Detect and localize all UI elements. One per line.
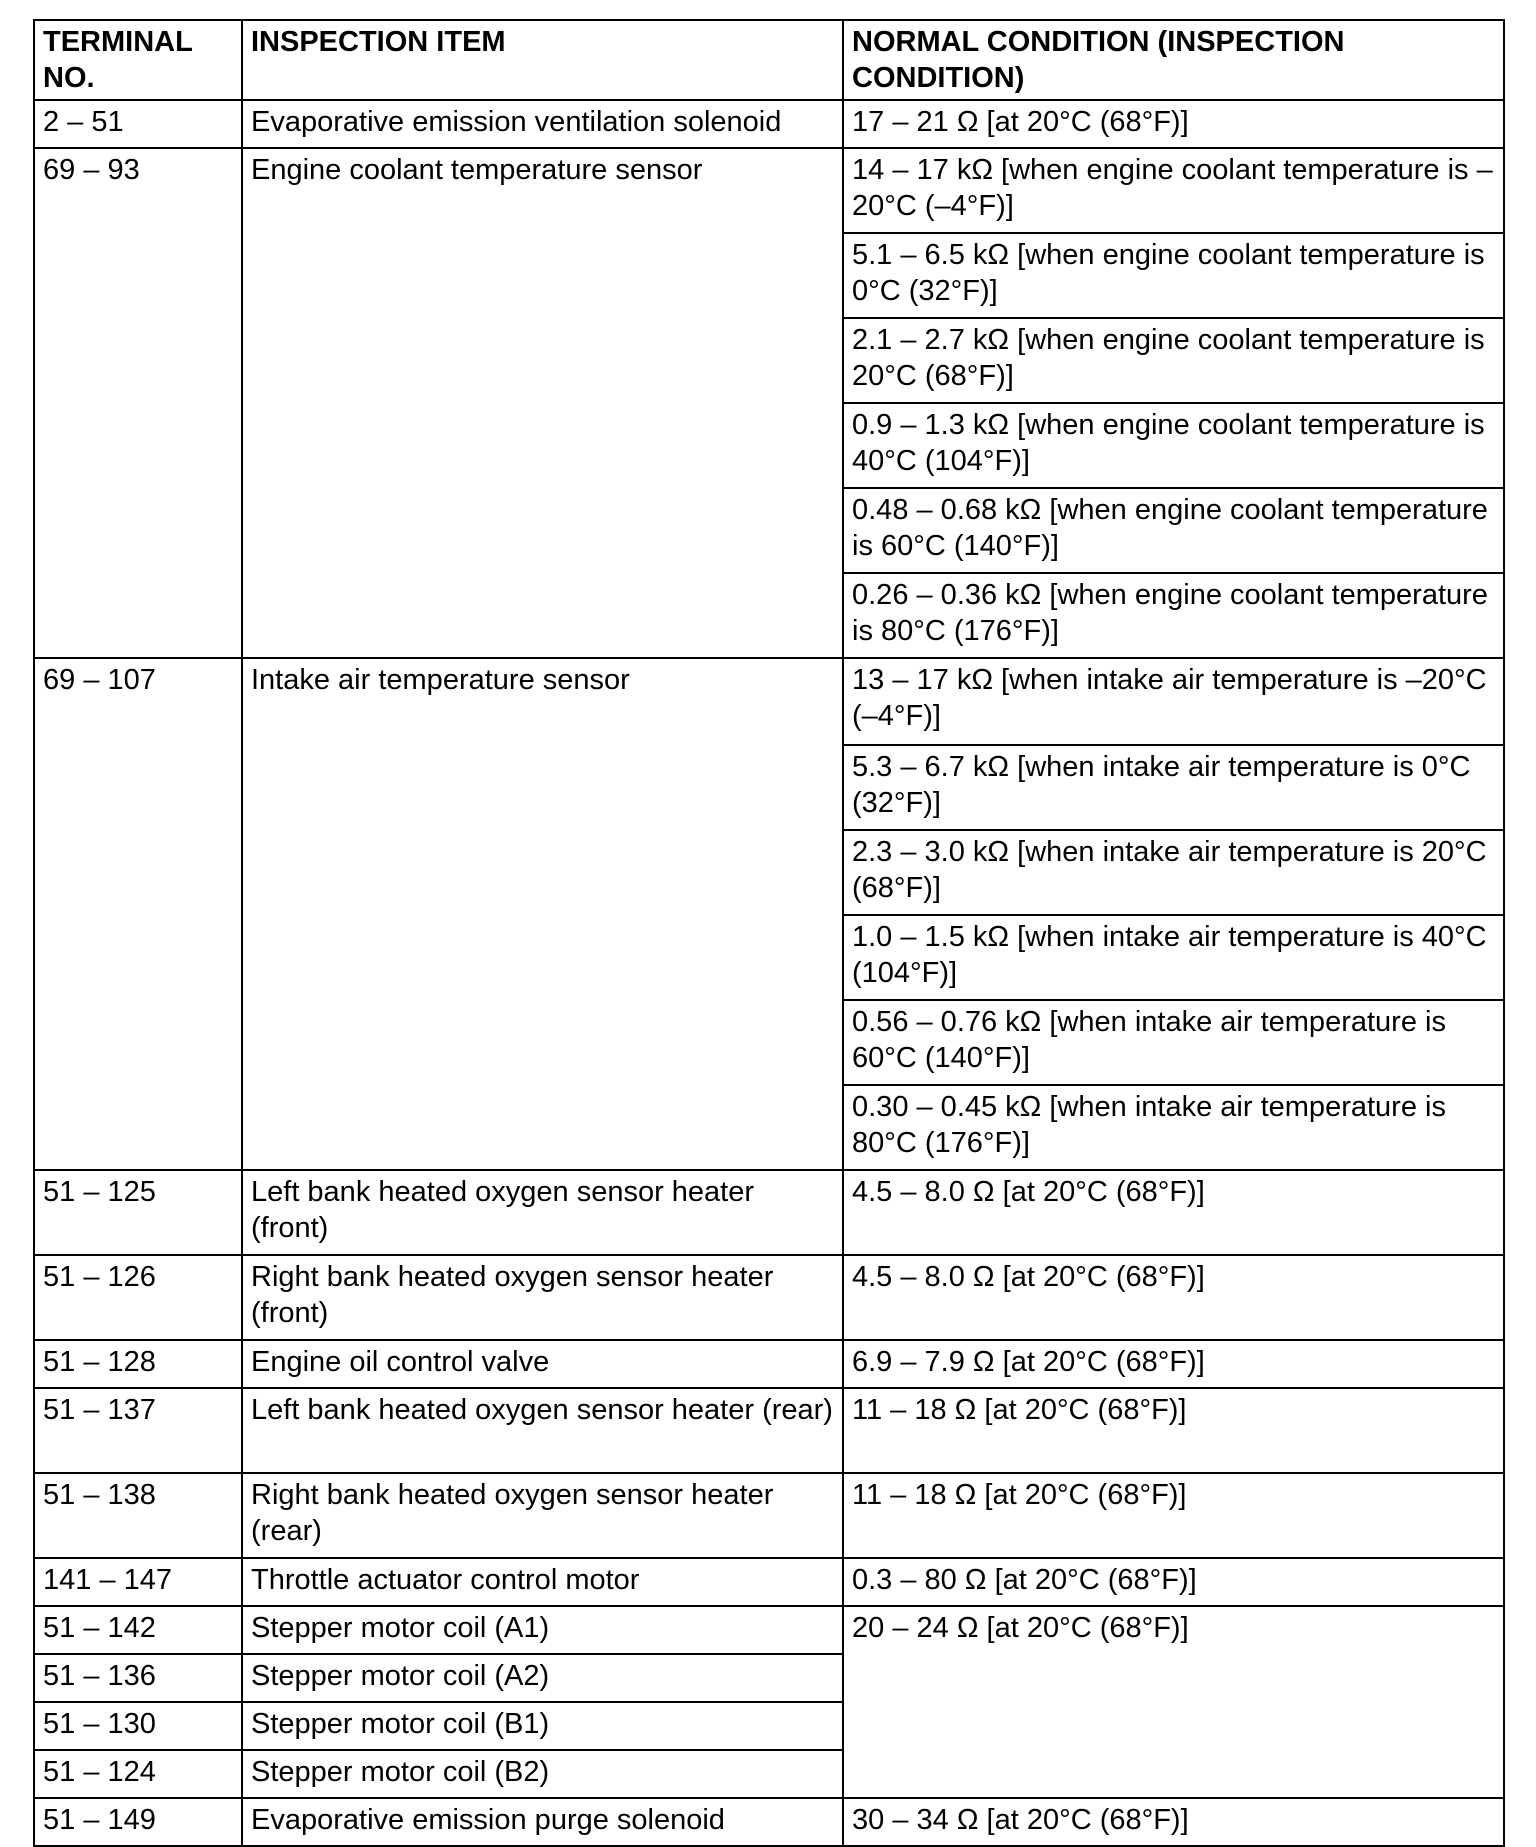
- condition-cell: 5.1 – 6.5 kΩ [when engine coolant temperature is 0°C (32°F)]: [843, 233, 1504, 318]
- terminal-cell: 51 – 137: [34, 1388, 242, 1473]
- condition-cell: 1.0 – 1.5 kΩ [when intake air temperature is 40°C (104°F)]: [843, 915, 1504, 1000]
- terminal-cell: 51 – 124: [34, 1750, 242, 1798]
- condition-cell: 11 – 18 Ω [at 20°C (68°F)]: [843, 1473, 1504, 1558]
- terminal-cell: 2 – 51: [34, 100, 242, 148]
- item-cell: Left bank heated oxygen sensor heater (front): [242, 1170, 843, 1255]
- item-cell: Right bank heated oxygen sensor heater (rear): [242, 1473, 843, 1558]
- terminal-cell: 51 – 138: [34, 1473, 242, 1558]
- condition-cell: 30 – 34 Ω [at 20°C (68°F)]: [843, 1798, 1504, 1846]
- terminal-cell: 69 – 93: [34, 148, 242, 658]
- terminal-cell: 51 – 136: [34, 1654, 242, 1702]
- terminal-cell: 51 – 142: [34, 1606, 242, 1654]
- terminal-cell: 51 – 126: [34, 1255, 242, 1340]
- condition-cell: 0.48 – 0.68 kΩ [when engine coolant temperature is 60°C (140°F)]: [843, 488, 1504, 573]
- condition-cell: 0.30 – 0.45 kΩ [when intake air temperature is 80°C (176°F)]: [843, 1085, 1504, 1170]
- item-cell: Left bank heated oxygen sensor heater (rear): [242, 1388, 843, 1473]
- condition-cell: 0.3 – 80 Ω [at 20°C (68°F)]: [843, 1558, 1504, 1606]
- table-row: [34, 1606, 1504, 1654]
- item-cell: Evaporative emission purge solenoid: [242, 1798, 843, 1846]
- terminal-cell: 51 – 128: [34, 1340, 242, 1388]
- terminal-cell: 51 – 149: [34, 1798, 242, 1846]
- header-terminal-no: TERMINAL NO.: [34, 20, 242, 100]
- condition-cell: 4.5 – 8.0 Ω [at 20°C (68°F)]: [843, 1255, 1504, 1340]
- item-cell: Intake air temperature sensor: [242, 658, 843, 1170]
- condition-cell: 20 – 24 Ω [at 20°C (68°F)]: [843, 1606, 1504, 1798]
- table-row: [34, 1170, 1504, 1255]
- item-cell: Evaporative emission ventilation solenoid: [242, 100, 843, 148]
- header-inspection-item: INSPECTION ITEM: [242, 20, 843, 100]
- condition-cell: 17 – 21 Ω [at 20°C (68°F)]: [843, 100, 1504, 148]
- table-row: [34, 1340, 1504, 1388]
- terminal-cell: 51 – 130: [34, 1702, 242, 1750]
- header-row: [34, 20, 1504, 100]
- item-cell: Engine oil control valve: [242, 1340, 843, 1388]
- item-cell: Stepper motor coil (B2): [242, 1750, 843, 1798]
- table-row: [34, 1473, 1504, 1558]
- table-row: [34, 658, 1504, 745]
- item-cell: Stepper motor coil (A1): [242, 1606, 843, 1654]
- table-body: [34, 100, 1504, 1846]
- condition-cell: 0.26 – 0.36 kΩ [when engine coolant temperature is 80°C (176°F)]: [843, 573, 1504, 658]
- condition-cell: 14 – 17 kΩ [when engine coolant temperature is –20°C (–4°F)]: [843, 148, 1504, 233]
- condition-cell: 2.1 – 2.7 kΩ [when engine coolant temperature is 20°C (68°F)]: [843, 318, 1504, 403]
- item-cell: Stepper motor coil (B1): [242, 1702, 843, 1750]
- table-row: [34, 148, 1504, 233]
- table-row: [34, 1798, 1504, 1846]
- table-header: [34, 20, 1504, 100]
- inspection-table: [33, 19, 1505, 1847]
- condition-cell: 0.56 – 0.76 kΩ [when intake air temperature is 60°C (140°F)]: [843, 1000, 1504, 1085]
- terminal-cell: 51 – 125: [34, 1170, 242, 1255]
- condition-cell: 2.3 – 3.0 kΩ [when intake air temperature is 20°C (68°F)]: [843, 830, 1504, 915]
- table-row: [34, 100, 1504, 148]
- condition-cell: 6.9 – 7.9 Ω [at 20°C (68°F)]: [843, 1340, 1504, 1388]
- condition-cell: 11 – 18 Ω [at 20°C (68°F)]: [843, 1388, 1504, 1473]
- item-cell: Engine coolant temperature sensor: [242, 148, 843, 658]
- item-cell: Stepper motor coil (A2): [242, 1654, 843, 1702]
- condition-cell: 4.5 – 8.0 Ω [at 20°C (68°F)]: [843, 1170, 1504, 1255]
- table-row: [34, 1558, 1504, 1606]
- condition-cell: 13 – 17 kΩ [when intake air temperature is –20°C (–4°F)]: [843, 658, 1504, 745]
- header-normal-condition: NORMAL CONDITION (INSPECTION CONDITION): [843, 20, 1504, 100]
- terminal-cell: 69 – 107: [34, 658, 242, 1170]
- terminal-cell: 141 – 147: [34, 1558, 242, 1606]
- condition-cell: 5.3 – 6.7 kΩ [when intake air temperature is 0°C (32°F)]: [843, 745, 1504, 830]
- condition-cell: 0.9 – 1.3 kΩ [when engine coolant temperature is 40°C (104°F)]: [843, 403, 1504, 488]
- item-cell: Right bank heated oxygen sensor heater (front): [242, 1255, 843, 1340]
- item-cell: Throttle actuator control motor: [242, 1558, 843, 1606]
- table-row: [34, 1255, 1504, 1340]
- table-row: [34, 1388, 1504, 1473]
